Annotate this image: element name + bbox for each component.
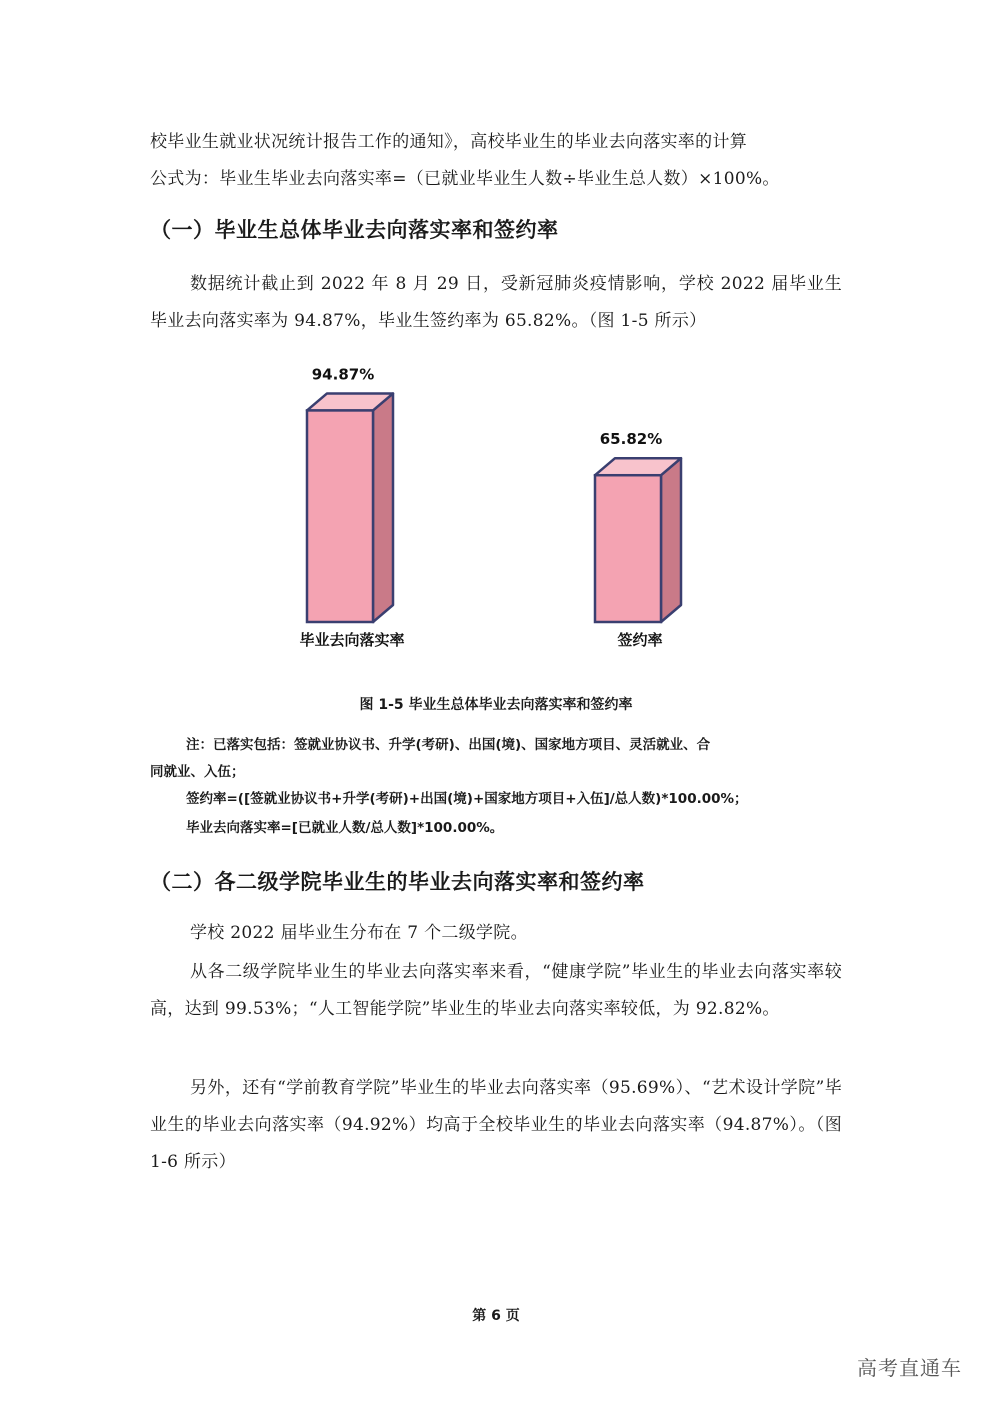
bar-front-1: [307, 410, 373, 622]
watermark: 高考直通车: [857, 1356, 962, 1380]
bar-value-label-2: 65.82%: [599, 430, 663, 449]
bar-2: [595, 458, 681, 622]
note-line-1: 注：已落实包括：签就业协议书、升学(考研)、出国(境)、国家地方项目、灵活就业、合: [186, 737, 711, 753]
note-line-2: 同就业、入伍；: [150, 764, 245, 780]
intro-line-2: 公式为：毕业生毕业去向落实率=（已就业毕业生人数÷毕业生总人数）×100%。: [150, 169, 780, 189]
intro-line-1: 校毕业生就业状况统计报告工作的通知》，高校毕业生的毕业去向落实率的计算: [150, 132, 747, 152]
note-line-3: 签约率=([签就业协议书+升学(考研)+出国(境)+国家地方项目+入伍]/总人数)*100.00%；: [186, 791, 748, 807]
bar-front-2: [595, 475, 661, 622]
section-2-paragraph-2: 从各二级学院毕业生的毕业去向落实率来看，“健康学院”毕业生的毕业去向落实率较高，达到 99.53%；“人工智能学院”毕业生的毕业去向落实率较低，为 92.82%。: [150, 962, 842, 1019]
section-2-paragraph-3: 另外，还有“学前教育学院”毕业生的毕业去向落实率（95.69%）、“艺术设计学院”毕业生的毕业去向落实率（94.92%）均高于全校毕业生的毕业去向落实率（94.87%）。（图 1-6 所示）: [150, 1078, 842, 1172]
note-line-4: 毕业去向落实率=[已就业人数/总人数]*100.00%。: [186, 820, 504, 836]
section-1-paragraph: 数据统计截止到 2022 年 8 月 29 日，受新冠肺炎疫情影响，学校 2022 届毕业生毕业去向落实率为 94.87%，毕业生签约率为 65.82%。（图 1-5 所示）: [150, 274, 842, 331]
bar-value-label-1: 94.87%: [311, 365, 375, 384]
section-2-heading: （二）各二级学院毕业生的毕业去向落实率和签约率: [150, 870, 645, 894]
bar-1: [307, 393, 393, 622]
category-label-1: 毕业去向落实率: [299, 631, 405, 649]
page-number: 第 6 页: [472, 1308, 520, 1324]
category-label-2: 签约率: [617, 631, 663, 649]
bar-chart: [250, 360, 750, 660]
bar-side-1: [373, 393, 393, 622]
chart-caption: 图 1-5 毕业生总体毕业去向落实率和签约率: [359, 697, 633, 713]
section-1-heading: （一）毕业生总体毕业去向落实率和签约率: [150, 218, 559, 242]
bar-side-2: [661, 458, 681, 622]
section-2-paragraph-1: 学校 2022 届毕业生分布在 7 个二级学院。: [190, 923, 528, 943]
